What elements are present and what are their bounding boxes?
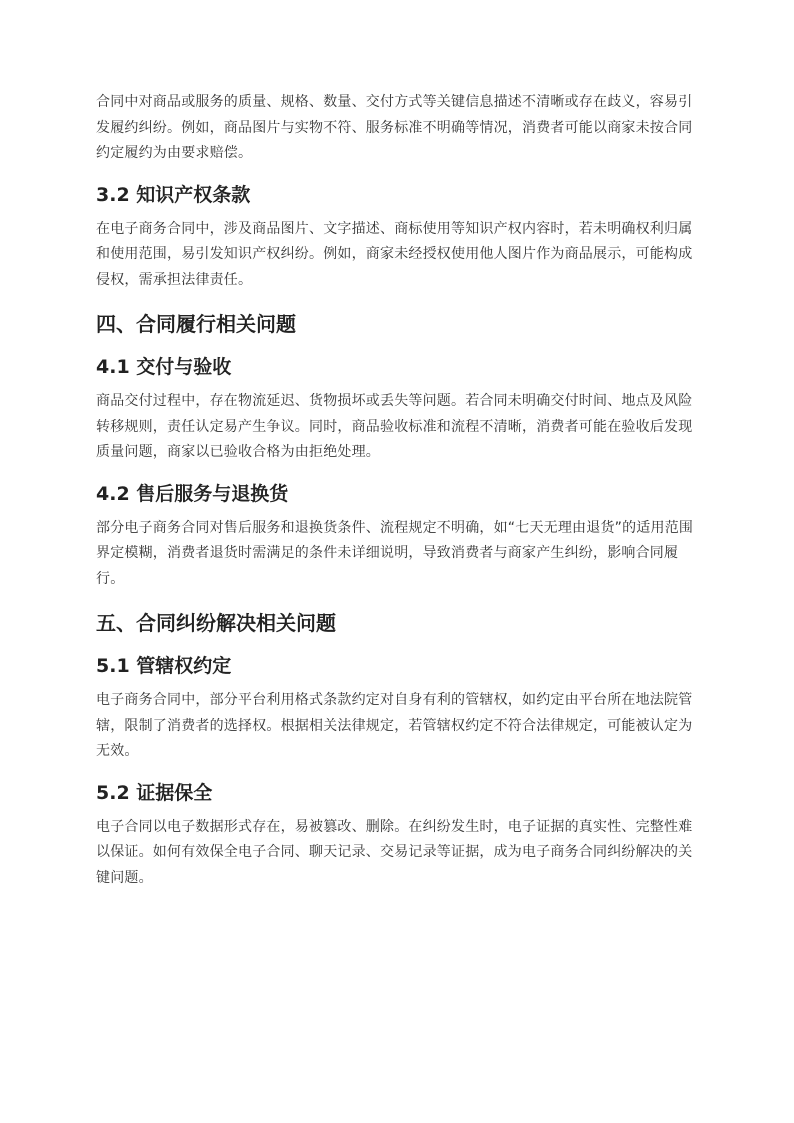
document-page bbox=[96, 90, 706, 891]
heading-3-2: 3.2 知识产权条款 bbox=[96, 183, 251, 206]
intro-paragraph: 合同中对商品或服务的质量、规格、数量、交付方式等关键信息描述不清晰或存在歧义，容易引发履约纠纷。例如，商品图片与实物不符、服务标准不明确等情况，消费者可能以商家未按合同约定履约为由要求赔偿。 bbox=[96, 94, 693, 161]
heading-5-2: 5.2 证据保全 bbox=[96, 781, 213, 804]
heading-4-2: 4.2 售后服务与退换货 bbox=[96, 482, 289, 505]
paragraph-4-1: 商品交付过程中，存在物流延迟、货物损坏或丢失等问题。若合同未明确交付时间、地点及风险转移规则，责任认定易产生争议。同时，商品验收标准和流程不清晰，消费者可能在验收后发现质量问题，商家以已验收合格为由拒绝处理。 bbox=[96, 393, 693, 460]
heading-section-4: 四、合同履行相关问题 bbox=[96, 312, 296, 336]
heading-4-1: 4.1 交付与验收 bbox=[96, 356, 232, 378]
paragraph-5-1: 电子商务合同中，部分平台利用格式条款约定对自身有利的管辖权，如约定由平台所在地法院管辖，限制了消费者的选择权。根据相关法律规定，若管辖权约定不符合法律规定，可能被认定为无效。 bbox=[96, 692, 693, 759]
paragraph-4-2: 部分电子商务合同对售后服务和退换货条件、流程规定不明确，如“七天无理由退货”的适用范围界定模糊，消费者退货时需满足的条件未详细说明，导致消费者与商家产生纠纷，影响合同履行。 bbox=[96, 519, 694, 587]
paragraph-3-2: 在电子商务合同中，涉及商品图片、文字描述、商标使用等知识产权内容时，若未明确权利归属和使用范围，易引发知识产权纠纷。例如，商家未经授权使用他人图片作为商品展示，可能构成侵权，需承担法律责任。 bbox=[96, 220, 693, 288]
heading-section-5: 五、合同纠纷解决相关问题 bbox=[96, 611, 336, 635]
heading-5-1: 5.1 管辖权约定 bbox=[96, 655, 232, 677]
paragraph-5-2: 电子合同以电子数据形式存在，易被篡改、删除。在纠纷发生时，电子证据的真实性、完整性难以保证。如何有效保全电子合同、聊天记录、交易记录等证据，成为电子商务合同纠纷解决的关键问题。 bbox=[96, 818, 693, 886]
